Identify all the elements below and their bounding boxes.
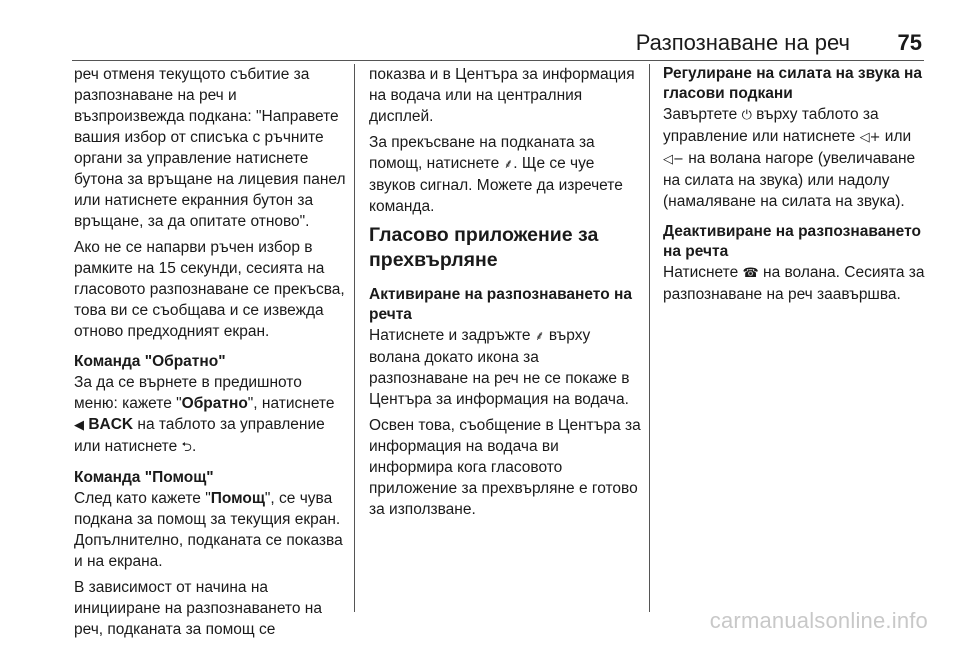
subheading-activate: Активиране на разпознаването на речта [369, 286, 632, 323]
back-triangle-icon: ◀ [74, 418, 84, 433]
volume-up-icon: ◁+ [859, 130, 881, 145]
subheading-volume: Регулиране на силата на звука на гласови подкани [663, 65, 923, 102]
hang-up-icon: ☎ [742, 266, 759, 281]
column-1 [74, 64, 346, 645]
column-divider-1 [354, 64, 355, 612]
paragraph-volume: Завъртете ⏻ върху таблото за управление или натиснете ◁+ или ◁− на волана нагоре (увеличаване на силата на звука) или надолу (намаляване на силата на звука). [663, 106, 916, 210]
paragraph: Освен това, съобщение в Центъра за информация на водача ви информира кога гласовото приложение за прехвърляне е готово за използване. [369, 417, 641, 518]
paragraph-help-command: След като кажете "Помощ", се чува подкана за помощ за текущия екран. Допълнително, подканата се показва и на екрана. [74, 490, 343, 570]
voice-control-icon: ⸙ [503, 157, 514, 172]
return-arrow-icon: ⮌ [181, 440, 192, 455]
section-heading: Гласово приложение за прехвърляне [369, 224, 599, 271]
header-divider [72, 60, 924, 61]
paragraph: В зависимост от начина на иницииране на разпознаването на реч, подканата за помощ се [74, 579, 322, 638]
subheading-back-command: Команда "Обратно" [74, 353, 226, 370]
column-divider-2 [649, 64, 650, 612]
subheading-deactivate: Деактивиране на разпознаването на речта [663, 223, 921, 260]
paragraph: реч отменя текущото събитие за разпознаване на реч и възпроизвежда подкана: "Направете вашия избор от списъка с ръчните органи за управление натиснете бутона за връщане на лицевия панел или натиснете екранния бутон за връщане, за да опитате отново". [74, 66, 346, 230]
column-2 [369, 64, 641, 525]
paragraph: показва и в Центъра за информация на водача или на централния дисплей. [369, 66, 635, 125]
page-title: Разпознаване на реч [635, 30, 850, 55]
power-knob-icon: ⏻ [741, 108, 752, 123]
volume-down-icon: ◁− [663, 152, 684, 167]
paragraph-deactivate: Натиснете ☎ на волана. Сесията за разпознаване на реч заавършва. [663, 264, 925, 303]
column-3 [663, 64, 935, 310]
paragraph-interrupt-prompt: За прекъсване на подканата за помощ, натиснете ⸙. Ще се чуе звуков сигнал. Можете да изречете команда. [369, 134, 623, 215]
page-number: 75 [897, 30, 922, 55]
paragraph-back-command: За да се върнете в предишното меню: кажете "Обратно", натиснете ◀ BACK на таблото за управление или натиснете ⮌. [74, 372, 346, 458]
watermark: carmanualsonline.info [709, 608, 928, 633]
paragraph: Ако не се напарви ръчен избор в рамките на 15 секунди, сесията на гласовото разпознаване се прекъсва, това ви се съобщава и се извежда отново предходният екран. [74, 239, 345, 340]
subheading-help-command: Команда "Помощ" [74, 469, 214, 486]
voice-control-icon: ⸙ [534, 329, 545, 344]
paragraph-activate: Натиснете и задръжте ⸙ върху волана докато икона за разпознаване на реч не се покаже в Центъра за информация на водача. [369, 327, 630, 408]
page-header [0, 30, 960, 60]
